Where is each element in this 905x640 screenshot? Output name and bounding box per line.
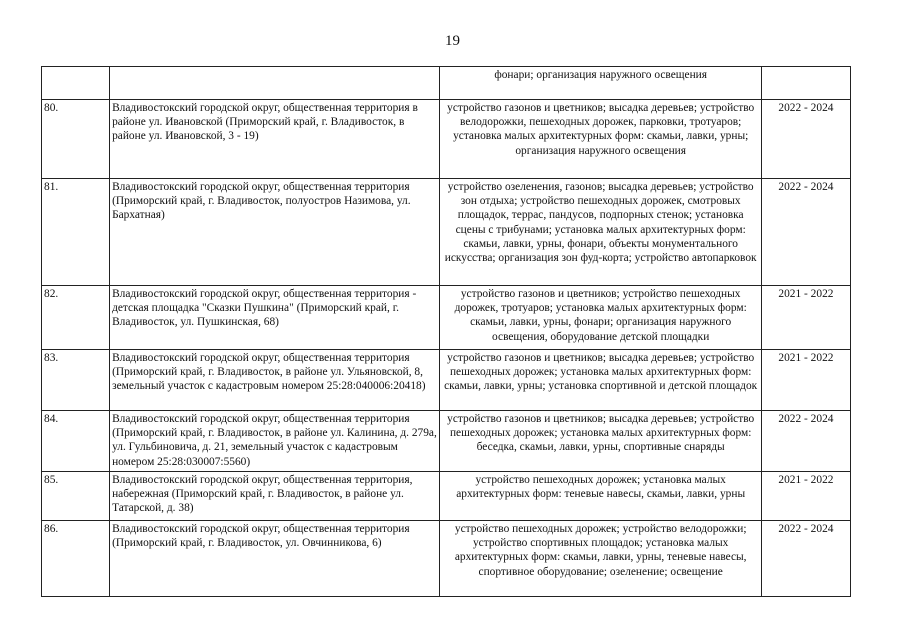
works-description: устройство газонов и цветников; высадка деревьев; устройство велодорожки, пешеходных дорожек, парковки, тротуаров; установка малых архитектурных форм: скамьи, лавки, урны; организация наружного освещения — [440, 100, 761, 179]
row-number: 82. — [42, 286, 110, 350]
works-description: устройство газонов и цветников; высадка деревьев; устройство пешеходных дорожек; установка малых архитектурных форм: скамьи, лавки, урны; установка спортивной и детской площадок — [440, 350, 761, 411]
table-row — [42, 179, 851, 286]
works-description: устройство пешеходных дорожек; установка малых архитектурных форм: теневые навесы, скамьи, лавки, урны — [440, 472, 761, 521]
territory-description: Владивостокский городской округ, общественная территория, набережная (Приморский край, г. Владивосток, в районе ул. Татарской, д. 38) — [110, 472, 440, 521]
cell-territory — [110, 67, 440, 100]
row-number: 84. — [42, 411, 110, 472]
implementation-period: 2022 - 2024 — [761, 100, 850, 179]
table-row — [42, 286, 851, 350]
territory-description: Владивостокский городской округ, общественная территория - детская площадка "Сказки Пушкина" (Приморский край, г. Владивосток, ул. Пушкинская, 68) — [110, 286, 440, 350]
table-row — [42, 411, 851, 472]
cell-num — [42, 67, 110, 100]
implementation-period: 2021 - 2022 — [761, 472, 850, 521]
cell-period — [761, 67, 850, 100]
implementation-period: 2022 - 2024 — [761, 521, 850, 597]
territory-description: Владивостокский городской округ, общественная территория (Приморский край, г. Владивосток, в районе ул. Калинина, д. 279а, ул. Гульбиновича, д. 21, земельный участок с кадастровым номером 25:28:030007:5560) — [110, 411, 440, 472]
works-description: устройство газонов и цветников; устройство пешеходных дорожек, тротуаров; установка малых архитектурных форм: скамьи, лавки, урны, фонари; организация наружного освещения, оборудование детской площадки — [440, 286, 761, 350]
table-row — [42, 100, 851, 179]
implementation-period: 2022 - 2024 — [761, 411, 850, 472]
row-number: 81. — [42, 179, 110, 286]
works-description: устройство газонов и цветников; высадка деревьев; устройство пешеходных дорожек; установка малых архитектурных форм: беседка, скамьи, лавки, урны, спортивные снаряды — [440, 411, 761, 472]
territory-description: Владивостокский городской округ, общественная территория (Приморский край, г. Владивосток, в районе ул. Ульяновской, 8, земельный участок с кадастровым номером 25:28:040006:20418) — [110, 350, 440, 411]
row-number: 86. — [42, 521, 110, 597]
row-number: 85. — [42, 472, 110, 521]
works-description: устройство пешеходных дорожек; устройство велодорожки; устройство спортивных площадок; установка малых архитектурных форм: скамьи, лавки, урны, теневые навесы, спортивное оборудование; озеленение; освещение — [440, 521, 761, 597]
cell-works: фонари; организация наружного освещения — [440, 67, 761, 100]
table-row — [42, 521, 851, 597]
program-table — [41, 66, 851, 597]
territory-description: Владивостокский городской округ, общественная территория в районе ул. Ивановской (Приморский край, г. Владивосток, в районе ул. Ивановской, 3 - 19) — [110, 100, 440, 179]
table-row — [42, 472, 851, 521]
implementation-period: 2022 - 2024 — [761, 179, 850, 286]
row-number: 83. — [42, 350, 110, 411]
page-number: 19 — [445, 33, 460, 49]
row-number: 80. — [42, 100, 110, 179]
territory-description: Владивостокский городской округ, общественная территория (Приморский край, г. Владивосток, полуостров Назимова, ул. Бархатная) — [110, 179, 440, 286]
implementation-period: 2021 - 2022 — [761, 350, 850, 411]
table-row — [42, 350, 851, 411]
territory-description: Владивостокский городской округ, общественная территория (Приморский край, г. Владивосток, ул. Овчинникова, 6) — [110, 521, 440, 597]
works-description: устройство озеленения, газонов; высадка деревьев; устройство зон отдыха; устройство пешеходных дорожек, смотровых площадок, террас, пандусов, подпорных стенок; установка сцены с трибунами; установка малых архитектурных форм: скамьи, лавки, урны, фонари, объекты монументального искусства; организация зон фуд-корта; устройство автопарковок — [440, 179, 761, 286]
implementation-period: 2021 - 2022 — [761, 286, 850, 350]
table-row-continuation — [42, 67, 851, 100]
